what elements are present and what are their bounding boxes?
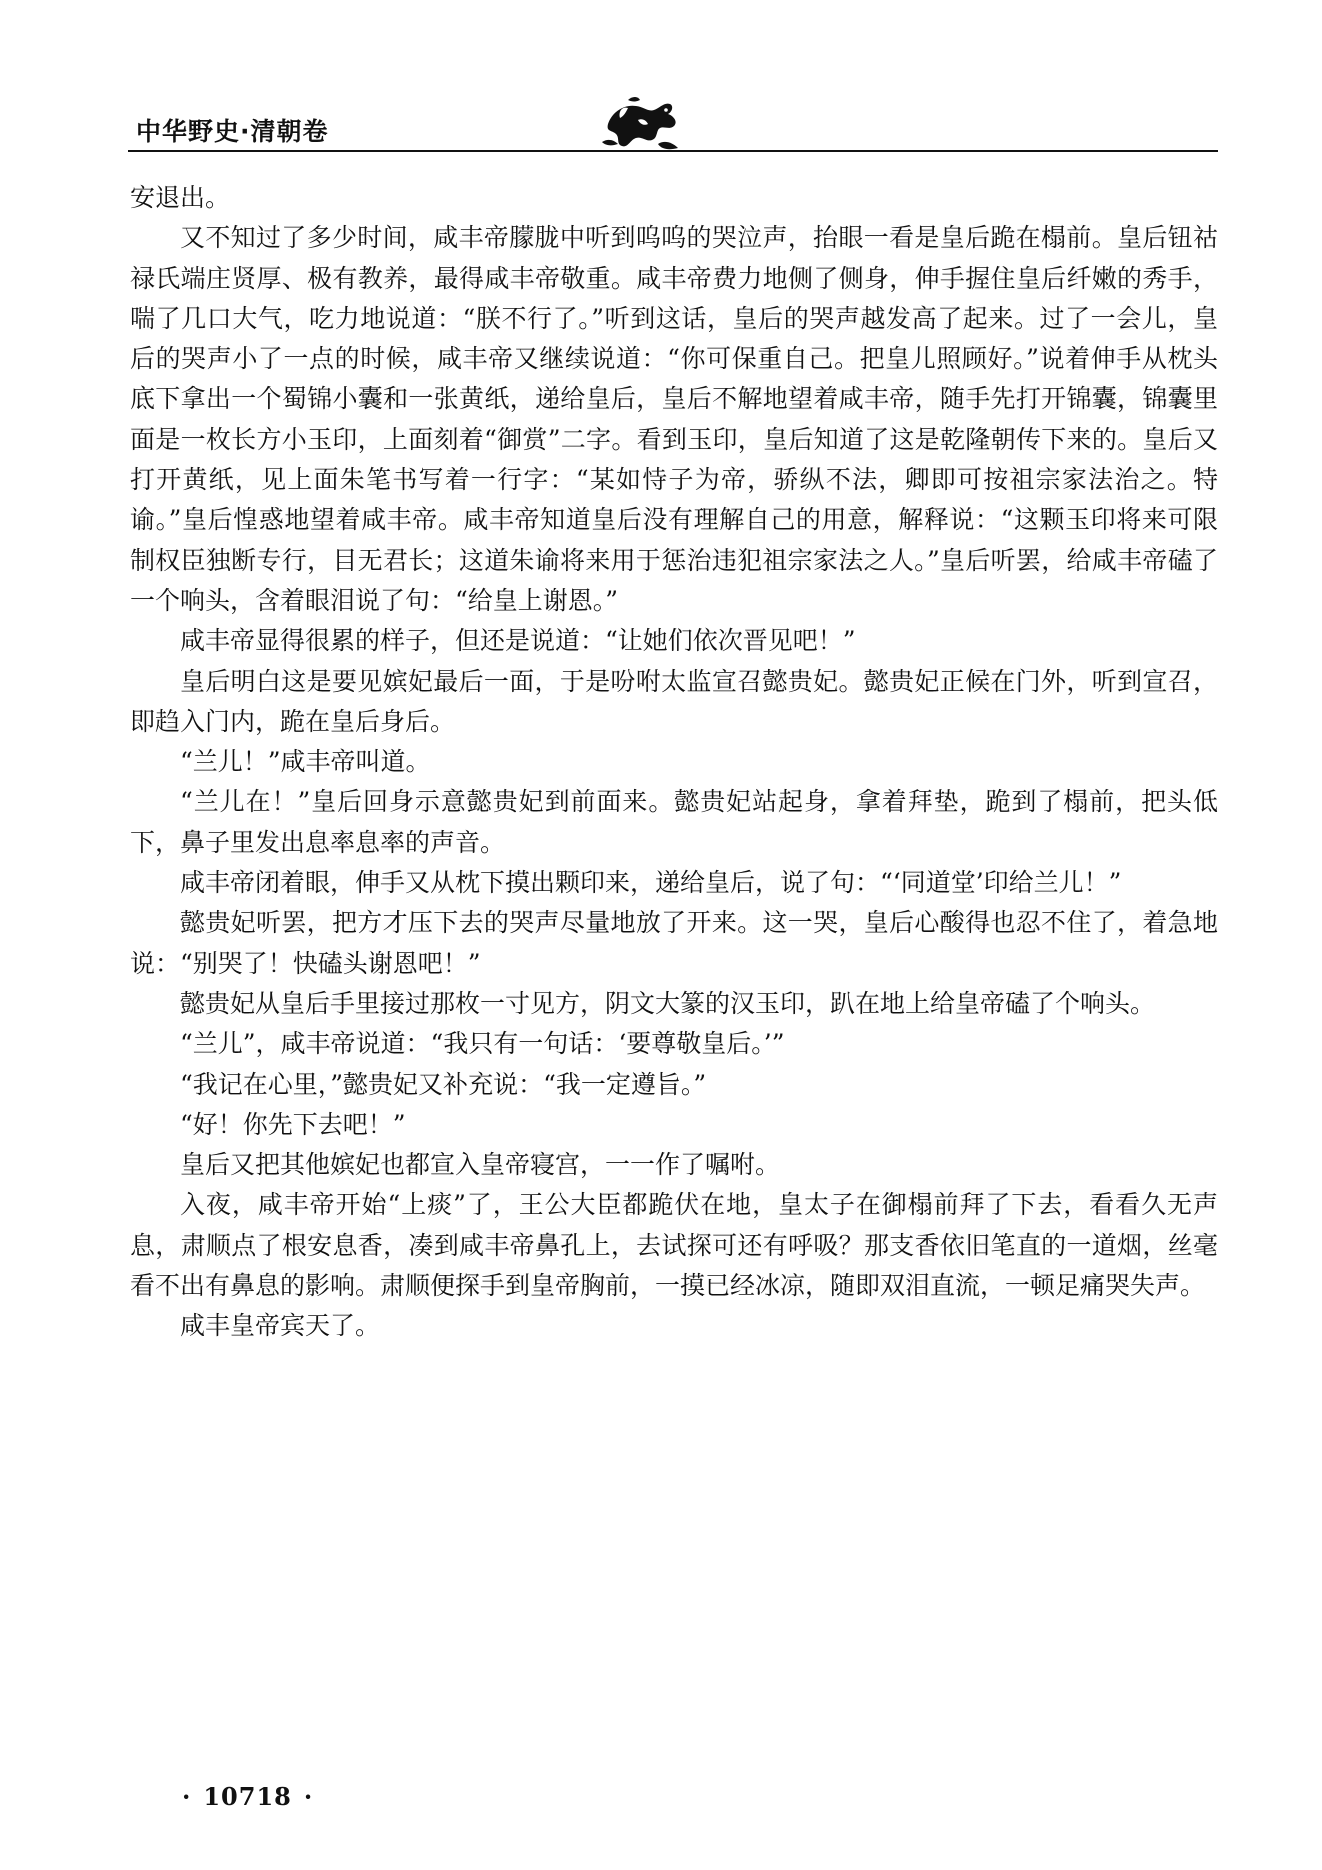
paragraph: 入夜，咸丰帝开始“上痰”了，王公大臣都跪伏在地，皇太子在御榻前拜了下去，看看久无声息，肃顺点了根安息香，凑到咸丰帝鼻孔上，去试探可还有呼吸？那支香依旧笔直的一道烟，丝毫看不出有鼻息的影响。肃顺便探手到皇帝胸前，一摸已经冰凉，随即双泪直流，一顿足痛哭失声。 [130,1190,1218,1301]
paragraph: 懿贵妃听罢，把方才压下去的哭声尽量地放了开来。这一哭，皇后心酸得也忍不住了，着急地说：“别哭了！快磕头谢恩吧！” [130,908,1218,978]
footer-dot-icon: · [303,1782,314,1811]
paragraph: 咸丰帝显得很累的样子，但还是说道：“让她们依次晋见吧！” [180,626,856,656]
paragraph: 咸丰皇帝宾天了。 [180,1311,381,1341]
dragon-emblem-icon [598,94,684,154]
paragraph: “好！你先下去吧！” [180,1109,406,1139]
page-number: 10718 [203,1782,292,1811]
paragraph: “兰儿！”咸丰帝叫道。 [180,747,431,777]
paragraph: 安退出。 [130,183,231,212]
body-text [130,178,1218,1347]
footer-dot-icon: · [182,1782,192,1811]
paragraph: “我记在心里，”懿贵妃又补充说：“我一定遵旨。” [180,1069,707,1099]
header-title: 中华野史·清朝卷 [136,117,329,146]
page-footer [170,1782,325,1811]
header-rule [128,150,1218,152]
paragraph: 咸丰帝闭着眼，伸手又从枕下摸出颗印来，递给皇后，说了句：“‘同道堂’印给兰儿！” [180,868,1122,898]
paragraph: 皇后明白这是要见嫔妃最后一面，于是吩咐太监宣召懿贵妃。懿贵妃正候在门外，听到宣召，即趋入门内，跪在皇后身后。 [130,666,1218,736]
running-header [128,98,1218,158]
paragraph: 懿贵妃从皇后手里接过那枚一寸见方，阴文大篆的汉玉印，趴在地上给皇帝磕了个响头。 [180,988,1156,1018]
paragraph: 皇后又把其他嫔妃也都宣入皇帝寝宫，一一作了嘱咐。 [180,1150,781,1180]
paragraph: “兰儿”，咸丰帝说道：“我只有一句话：‘要尊敬皇后。’” [180,1029,785,1059]
paragraph: “兰儿在！”皇后回身示意懿贵妃到前面来。懿贵妃站起身，拿着拜垫，跪到了榻前，把头低下，鼻子里发出息率息率的声音。 [130,787,1218,857]
paragraph: 又不知过了多少时间，咸丰帝朦胧中听到呜呜的哭泣声，抬眼一看是皇后跪在榻前。皇后钮祜禄氏端庄贤厚、极有教养，最得咸丰帝敬重。咸丰帝费力地侧了侧身，伸手握住皇后纤嫩的秀手，喘了几口大气，吃力地说道：“朕不行了。”听到这话，皇后的哭声越发高了起来。过了一会儿，皇后的哭声小了一点的时候，咸丰帝又继续说道：“你可保重自己。把皇儿照顾好。”说着伸手从枕头底下拿出一个蜀锦小囊和一张黄纸，递给皇后，皇后不解地望着咸丰帝，随手先打开锦囊，锦囊里面是一枚长方小玉印，上面刻着“御赏”二字。看到玉印，皇后知道了这是乾隆朝传下来的。皇后又打开黄纸，见上面朱笔书写着一行字：“某如恃子为帝，骄纵不法，卿即可按祖宗家法治之。特谕。”皇后惶惑地望着咸丰帝。咸丰帝知道皇后没有理解自己的用意，解释说：“这颗玉印将来可限制权臣独断专行，目无君长；这道朱谕将来用于惩治违犯祖宗家法之人。”皇后听罢，给咸丰帝磕了一个响头，含着眼泪说了句：“给皇上谢恩。” [130,223,1218,615]
